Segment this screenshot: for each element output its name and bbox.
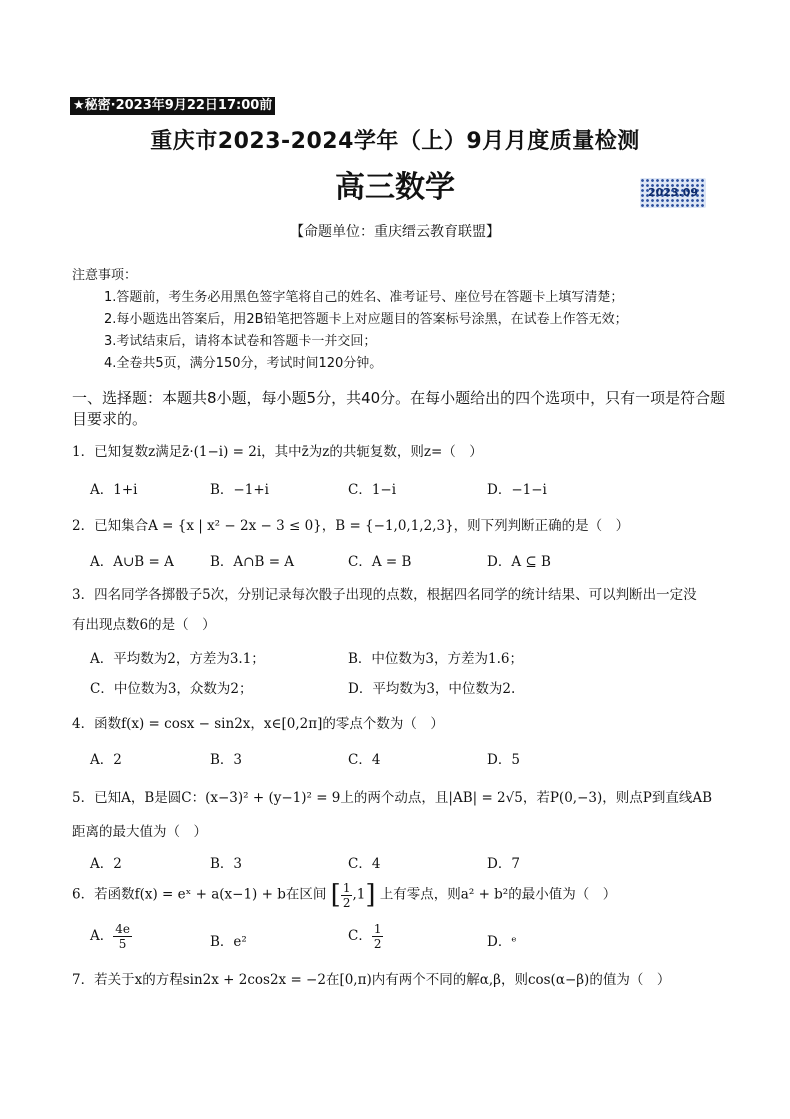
q5-option-c: C．4 [348,856,381,872]
question-3-continued: 有出现点数6的是（ ） [72,617,216,633]
q6-option-b: B．e² [210,934,247,950]
question-5: 5．已知A，B是圆C：(x−3)² + (y−1)² = 9上的两个动点，且|AB| = 2√5，若P(0,−3)，则点P到直线AB [72,790,712,806]
q6-option-a-numerator: 4e [115,922,130,936]
q1-option-d: D．−1−i [487,482,547,498]
q6-option-c-fraction [372,922,384,951]
q6-stem-start: 6．若函数f(x) = eˣ + a(x−1) + b在区间 [72,886,327,903]
q3-option-a: A．平均数为2，方差为3.1； [90,651,265,667]
q5-option-b: B．3 [210,856,243,872]
q1-option-c: C．1−i [348,482,397,498]
question-6 [72,880,616,910]
section-heading: 一、选择题：本题共8小题，每小题5分，共40分。在每小题给出的四个选项中，只有一项是符合题目要求的。 [72,389,726,428]
note-item: 1.答题前，考生务必用黑色签字笔将自己的姓名、准考证号、座位号在答题卡上填写清楚； [104,290,624,305]
q6-stem-end: 上有零点，则a² + b²的最小值为（ ） [379,886,617,903]
interval-denominator: 2 [342,895,351,910]
q6-option-d: D．ᵉ [487,934,517,950]
date-stamp-text: 2023.09 [647,186,699,199]
q4-option-a: A．2 [90,752,122,768]
q6-option-c [348,922,383,951]
q6-option-a-label: A． [90,928,114,944]
q6-option-a-denominator: 5 [118,937,127,951]
question-7: 7．若关于x的方程sin2x + 2cos2x = −2在[0,π)内有两个不同的解α,β，则cos(α−β)的值为（ ） [72,972,671,988]
q3-option-c: C．中位数为3，众数为2； [90,681,253,697]
note-item: 3.考试结束后，请将本试卷和答题卡一并交回； [104,334,377,349]
q4-option-c: C．4 [348,752,381,768]
confidential-label: ★秘密·2023年9月22日17:00前 [70,97,275,115]
bracket-right-icon: ] [365,880,376,910]
setter-unit: 【命题单位：重庆缙云教育联盟】 [290,224,500,240]
q6-option-a-fraction [113,922,132,951]
q4-option-d: D．5 [487,752,520,768]
date-stamp [640,178,706,208]
q2-option-a: A．A∪B = A [90,554,174,570]
q2-option-c: C．A = B [348,554,412,570]
question-5-continued: 距离的最大值为（ ） [72,824,207,840]
q6-option-c-numerator: 1 [373,922,382,936]
q4-option-b: B．3 [210,752,243,768]
q6-option-c-label: C． [348,928,372,944]
q6-option-a [90,922,132,951]
question-2: 2．已知集合A = {x | x² − 2x − 3 ≤ 0}，B = {−1,0,1,2,3}，则下列判断正确的是（ ） [72,518,630,534]
q1-option-a: A．1+i [90,482,138,498]
q2-option-b: B．A∩B = A [210,554,295,570]
question-3: 3．四名同学各掷骰子5次，分别记录每次骰子出现的点数，根据四名同学的统计结果、可以判断出一定没 [72,587,697,603]
note-item: 2.每小题选出答案后，用2B铅笔把答题卡上对应题目的答案标号涂黑，在试卷上作答无效； [104,312,628,327]
notes-heading: 注意事项： [72,268,138,283]
question-4: 4．函数f(x) = cosx − sin2x，x∈[0,2π]的零点个数为（ ） [72,716,444,732]
question-1: 1．已知复数z满足z̄·(1−i) = 2i，其中z̄为z的共轭复数，则z=（ ） [72,444,483,460]
q3-option-d: D．平均数为3，中位数为2. [348,681,516,697]
bracket-left-icon: [ [330,880,341,910]
q3-option-b: B．中位数为3，方差为1.6； [348,651,523,667]
q1-option-b: B．−1+i [210,482,269,498]
interval-fraction [341,881,353,910]
q2-option-d: D．A ⊆ B [487,554,551,570]
interval-end: ,1 [352,886,366,903]
note-item: 4.全卷共5页，满分150分，考试时间120分钟。 [104,356,383,371]
interval-numerator: 1 [342,880,351,895]
subject-title: 高三数学 [335,170,455,205]
q5-option-a: A．2 [90,856,122,872]
q5-option-d: D．7 [487,856,520,872]
exam-title: 重庆市2023-2024学年（上）9月月度质量检测 [150,129,640,154]
q6-option-c-denominator: 2 [373,937,382,951]
